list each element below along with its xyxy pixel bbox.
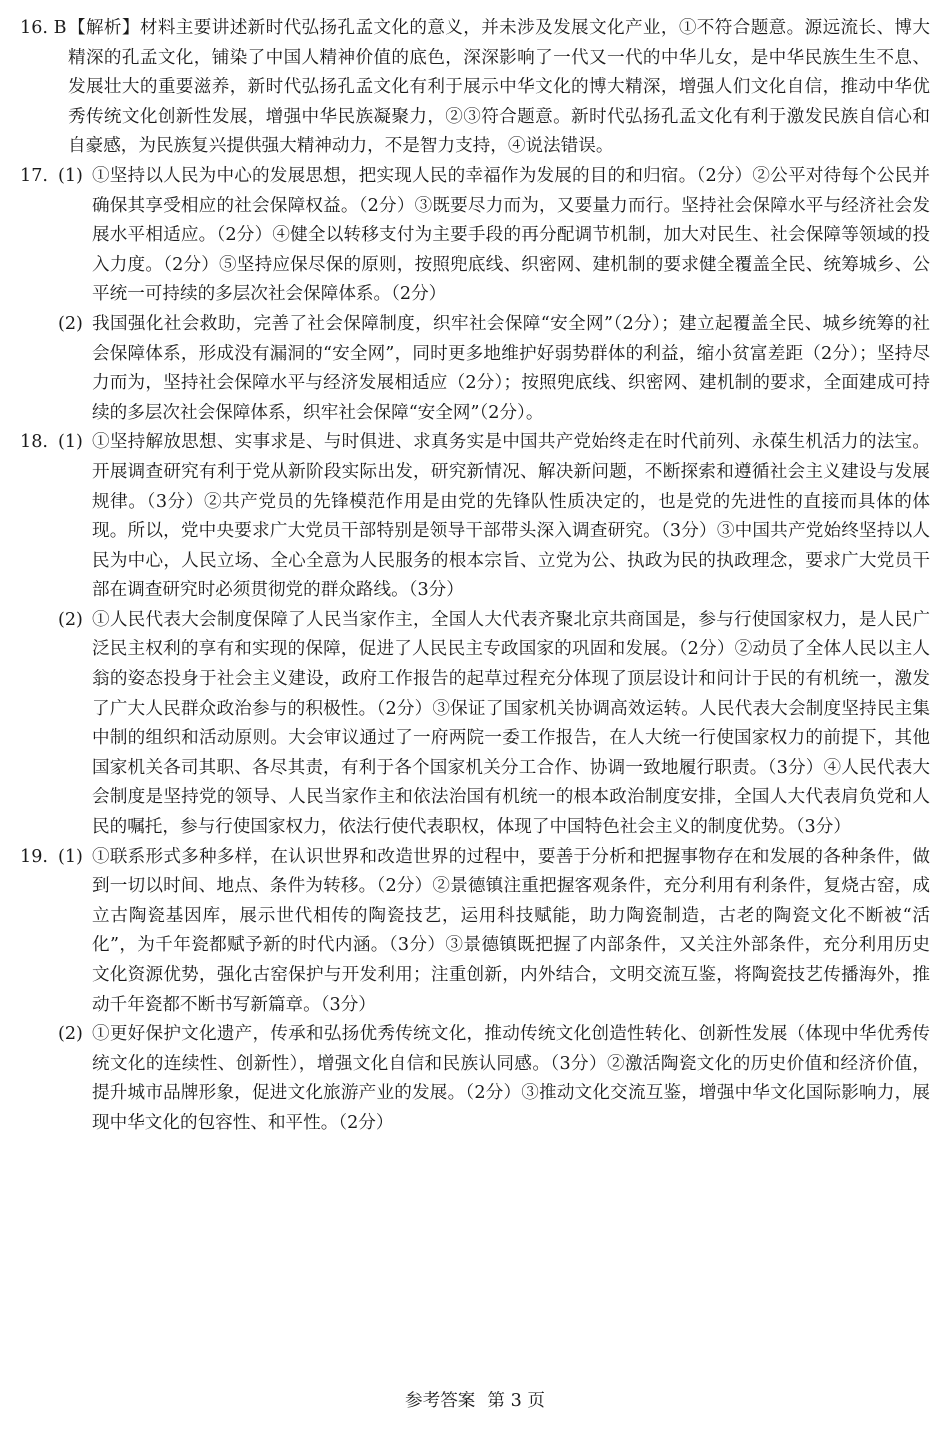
sub-number: (2)	[58, 609, 83, 630]
page-footer	[0, 1387, 950, 1417]
sub-number: (1)	[58, 846, 83, 867]
answer-text: ①联系形式多种多样，在认识世界和改造世界的过程中，要善于分析和把握事物存在和发展的各种条件，做到一切以时间、地点、条件为转移。（2分）②景德镇注重把握客观条件，充分利用有利条件，复烧古窑，成立古陶瓷基因库，展示世代相传的陶瓷技艺，运用科技赋能，助力陶瓷制造，古老的陶瓷文化不断被“活化”，为千年瓷都赋予新的时代内涵。（3分）③景德镇既把握了内部条件，又关注外部条件，充分利用历史文化资源优势，强化古窑保护与开发利用；注重创新，内外结合，文明交流互鉴，将陶瓷技艺传播海外，推动千年瓷都不断书写新篇章。（3分）	[92, 846, 930, 1015]
answer-18	[20, 428, 930, 606]
sub-number: (1)	[58, 432, 83, 453]
page-number: 第 3 页	[487, 1391, 545, 1411]
sub-answer-2	[58, 606, 930, 843]
question-number: 19.	[20, 846, 48, 867]
sub-answer-1	[58, 162, 930, 310]
question-number: 17.	[20, 165, 48, 186]
answer-text: 我国强化社会救助，完善了社会保障制度，织牢社会保障“安全网”（2分）；建立起覆盖全民、城乡统筹的社会保障体系，形成没有漏洞的“安全网”，同时更多地维护好弱势群体的利益，缩小贫富差距（2分）；坚持尽力而为，坚持社会保障水平与经济发展相适应（2分）；按照兜底线、织密网、建机制的要求，全面建成可持续的多层次社会保障体系，织牢社会保障“安全网”（2分）。	[92, 313, 930, 423]
answer-text: 【解析】材料主要讲述新时代弘扬孔孟文化的意义，并未涉及发展文化产业，①不符合题意。源远流长、博大精深的孔孟文化，铺染了中国人精神价值的底色，深深影响了一代又一代的中华儿女，是中华民族生生不息、发展壮大的重要滋养，新时代弘扬孔孟文化有利于展示中华文化的博大精深，增强人们文化自信，推动中华优秀传统文化创新性发展，增强中华民族凝聚力，②③符合题意。新时代弘扬孔孟文化有利于激发民族自信心和自豪感，为民族复兴提供强大精神动力，不是智力支持，④说法错误。	[68, 18, 930, 157]
sub-number: (2)	[58, 1024, 83, 1045]
question-number: 18.	[20, 432, 48, 453]
answer-17	[20, 162, 930, 310]
sub-answer-1	[58, 428, 930, 606]
sub-number: (1)	[58, 165, 83, 186]
sub-number: (2)	[58, 313, 83, 334]
answer-text: ①人民代表大会制度保障了人民当家作主，全国人大代表齐聚北京共商国是，参与行使国家权力，是人民广泛民主权利的享有和实现的保障，促进了人民民主专政国家的巩固和发展。（2分）②动员了全体人民以主人翁的姿态投身于社会主义建设，政府工作报告的起草过程充分体现了顶层设计和问计于民的有机统一，激发了广大人民群众政治参与的积极性。（2分）③保证了国家机关协调高效运转。人民代表大会制度坚持民主集中制的组织和活动原则。大会审议通过了一府两院一委工作报告，在人大统一行使国家权力的前提下，其他国家机关各司其职、各尽其责，有利于各个国家机关分工合作、协调一致地履行职责。（3分）④人民代表大会制度是坚持党的领导、人民当家作主和依法治国有机统一的根本政治制度安排，全国人大代表肩负党和人民的嘱托，参与行使国家权力，依法行使代表职权，体现了中国特色社会主义的制度优势。（3分）	[92, 609, 930, 838]
answer-text: ①坚持解放思想、实事求是、与时俱进、求真务实是中国共产党始终走在时代前列、永葆生机活力的法宝。开展调查研究有利于党从新阶段实际出发，研究新情况、解决新问题，不断探索和遵循社会主义建设与发展规律。（3分）②共产党员的先锋模范作用是由党的先锋队性质决定的，也是党的先进性的直接而具体的体现。所以，党中央要求广大党员干部特别是领导干部带头深入调查研究。（3分）③中国共产党始终坚持以人民为中心，人民立场、全心全意为人民服务的根本宗旨、立党为公、执政为民的执政理念，要求广大党员干部在调查研究时必须贯彻党的群众路线。（3分）	[92, 432, 930, 601]
answer-16	[20, 14, 930, 162]
answer-text: ①更好保护文化遗产，传承和弘扬优秀传统文化，推动传统文化创造性转化、创新性发展（体现中华优秀传统文化的连续性、创新性），增强文化自信和民族认同感。（3分）②激活陶瓷文化的历史价值和经济价值，提升城市品牌形象，促进文化旅游产业的发展。（2分）③推动文化交流互鉴，增强中华文化国际影响力，展现中华文化的包容性、和平性。（2分）	[92, 1024, 930, 1133]
answer-text: ①坚持以人民为中心的发展思想，把实现人民的幸福作为发展的目的和归宿。（2分）②公平对待每个公民并确保其享受相应的社会保障权益。（2分）③既要尽力而为，又要量力而行。坚持社会保障水平与经济社会发展水平相适应。（2分）④健全以转移支付为主要手段的再分配调节机制，加大对民生、社会保障等领域的投入力度。（2分）⑤坚持应保尽保的原则，按照兜底线、织密网、建机制的要求健全覆盖全民、统筹城乡、公平统一可持续的多层次社会保障体系。（2分）	[92, 165, 930, 305]
answer-19	[20, 843, 930, 1021]
sub-answer-1	[58, 843, 930, 1021]
footer-label: 参考答案	[405, 1391, 476, 1411]
sub-answer-2	[58, 310, 930, 428]
sub-answer-2	[58, 1020, 930, 1138]
question-number: 16. B	[20, 18, 67, 38]
